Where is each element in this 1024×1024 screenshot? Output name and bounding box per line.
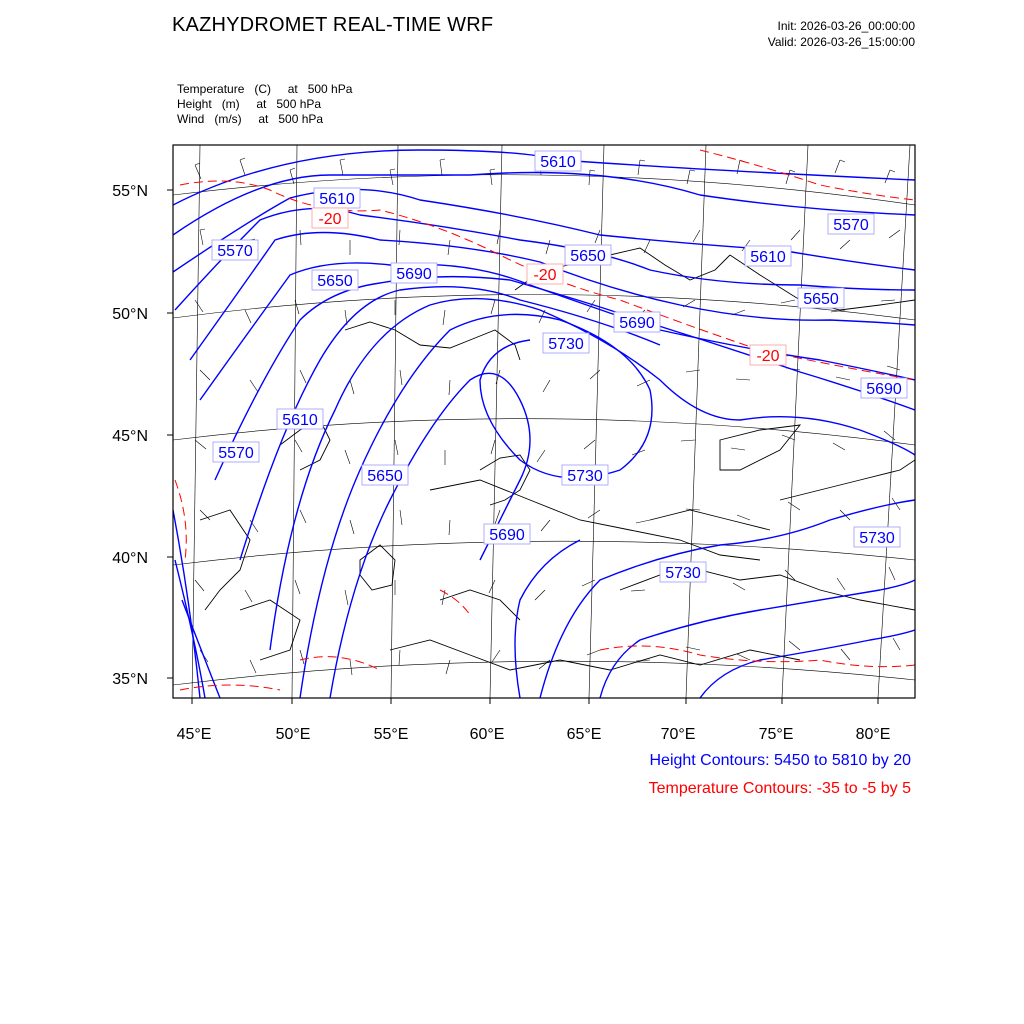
field-height: Height (m) at 500 hPa (177, 97, 322, 111)
height-label: 5570 (218, 445, 254, 462)
height-label: 5690 (396, 266, 432, 283)
height-label: 5610 (540, 154, 576, 171)
lon-tick-label: 65°E (566, 726, 602, 743)
height-label: 5650 (367, 468, 403, 485)
init-time: Init: 2026-03-26_00:00:00 (777, 19, 915, 33)
lat-tick-label: 45°N (112, 428, 148, 445)
coastlines (200, 248, 915, 670)
height-label: 5650 (803, 291, 839, 308)
lon-tick-label: 75°E (758, 726, 794, 743)
height-label: 5690 (866, 381, 902, 398)
height-label: 5690 (489, 527, 525, 544)
height-label: 5730 (567, 468, 603, 485)
lat-tick-label: 35°N (112, 671, 148, 688)
chart-title: KAZHYDROMET REAL-TIME WRF (172, 14, 494, 36)
lat-tick-label: 55°N (112, 183, 148, 200)
height-label: 5610 (750, 249, 786, 266)
lat-tick-labels (112, 183, 148, 688)
lon-tick-label: 55°E (373, 726, 409, 743)
height-label: 5650 (317, 273, 353, 290)
height-label: 5730 (548, 336, 584, 353)
height-label: 5610 (282, 412, 318, 429)
temperature-contour-info: Temperature Contours: -35 to -5 by 5 (648, 780, 911, 797)
valid-time: Valid: 2026-03-26_15:00:00 (767, 35, 915, 49)
lon-tick-label: 60°E (469, 726, 505, 743)
field-wind: Wind (m/s) at 500 hPa (177, 112, 324, 126)
lon-tick-label: 80°E (855, 726, 891, 743)
height-label: 5690 (619, 315, 655, 332)
lon-tick-label: 45°E (176, 726, 212, 743)
temperature-label: -20 (533, 267, 557, 284)
height-label: 5730 (859, 530, 895, 547)
lat-tick-label: 50°N (112, 306, 148, 323)
height-label: 5570 (833, 217, 869, 234)
lon-tick-label: 70°E (660, 726, 696, 743)
height-label: 5650 (570, 248, 606, 265)
lon-tick-label: 50°E (275, 726, 311, 743)
lat-tick-label: 40°N (112, 550, 148, 567)
height-contour-info: Height Contours: 5450 to 5810 by 20 (649, 752, 911, 769)
height-label: 5570 (217, 243, 253, 260)
height-label: 5730 (665, 565, 701, 582)
lon-tick-labels (177, 726, 891, 743)
height-label: 5610 (319, 191, 355, 208)
field-temperature: Temperature (C) at 500 hPa (177, 82, 353, 96)
temperature-label: -20 (756, 348, 780, 365)
temperature-label: -20 (318, 211, 342, 228)
